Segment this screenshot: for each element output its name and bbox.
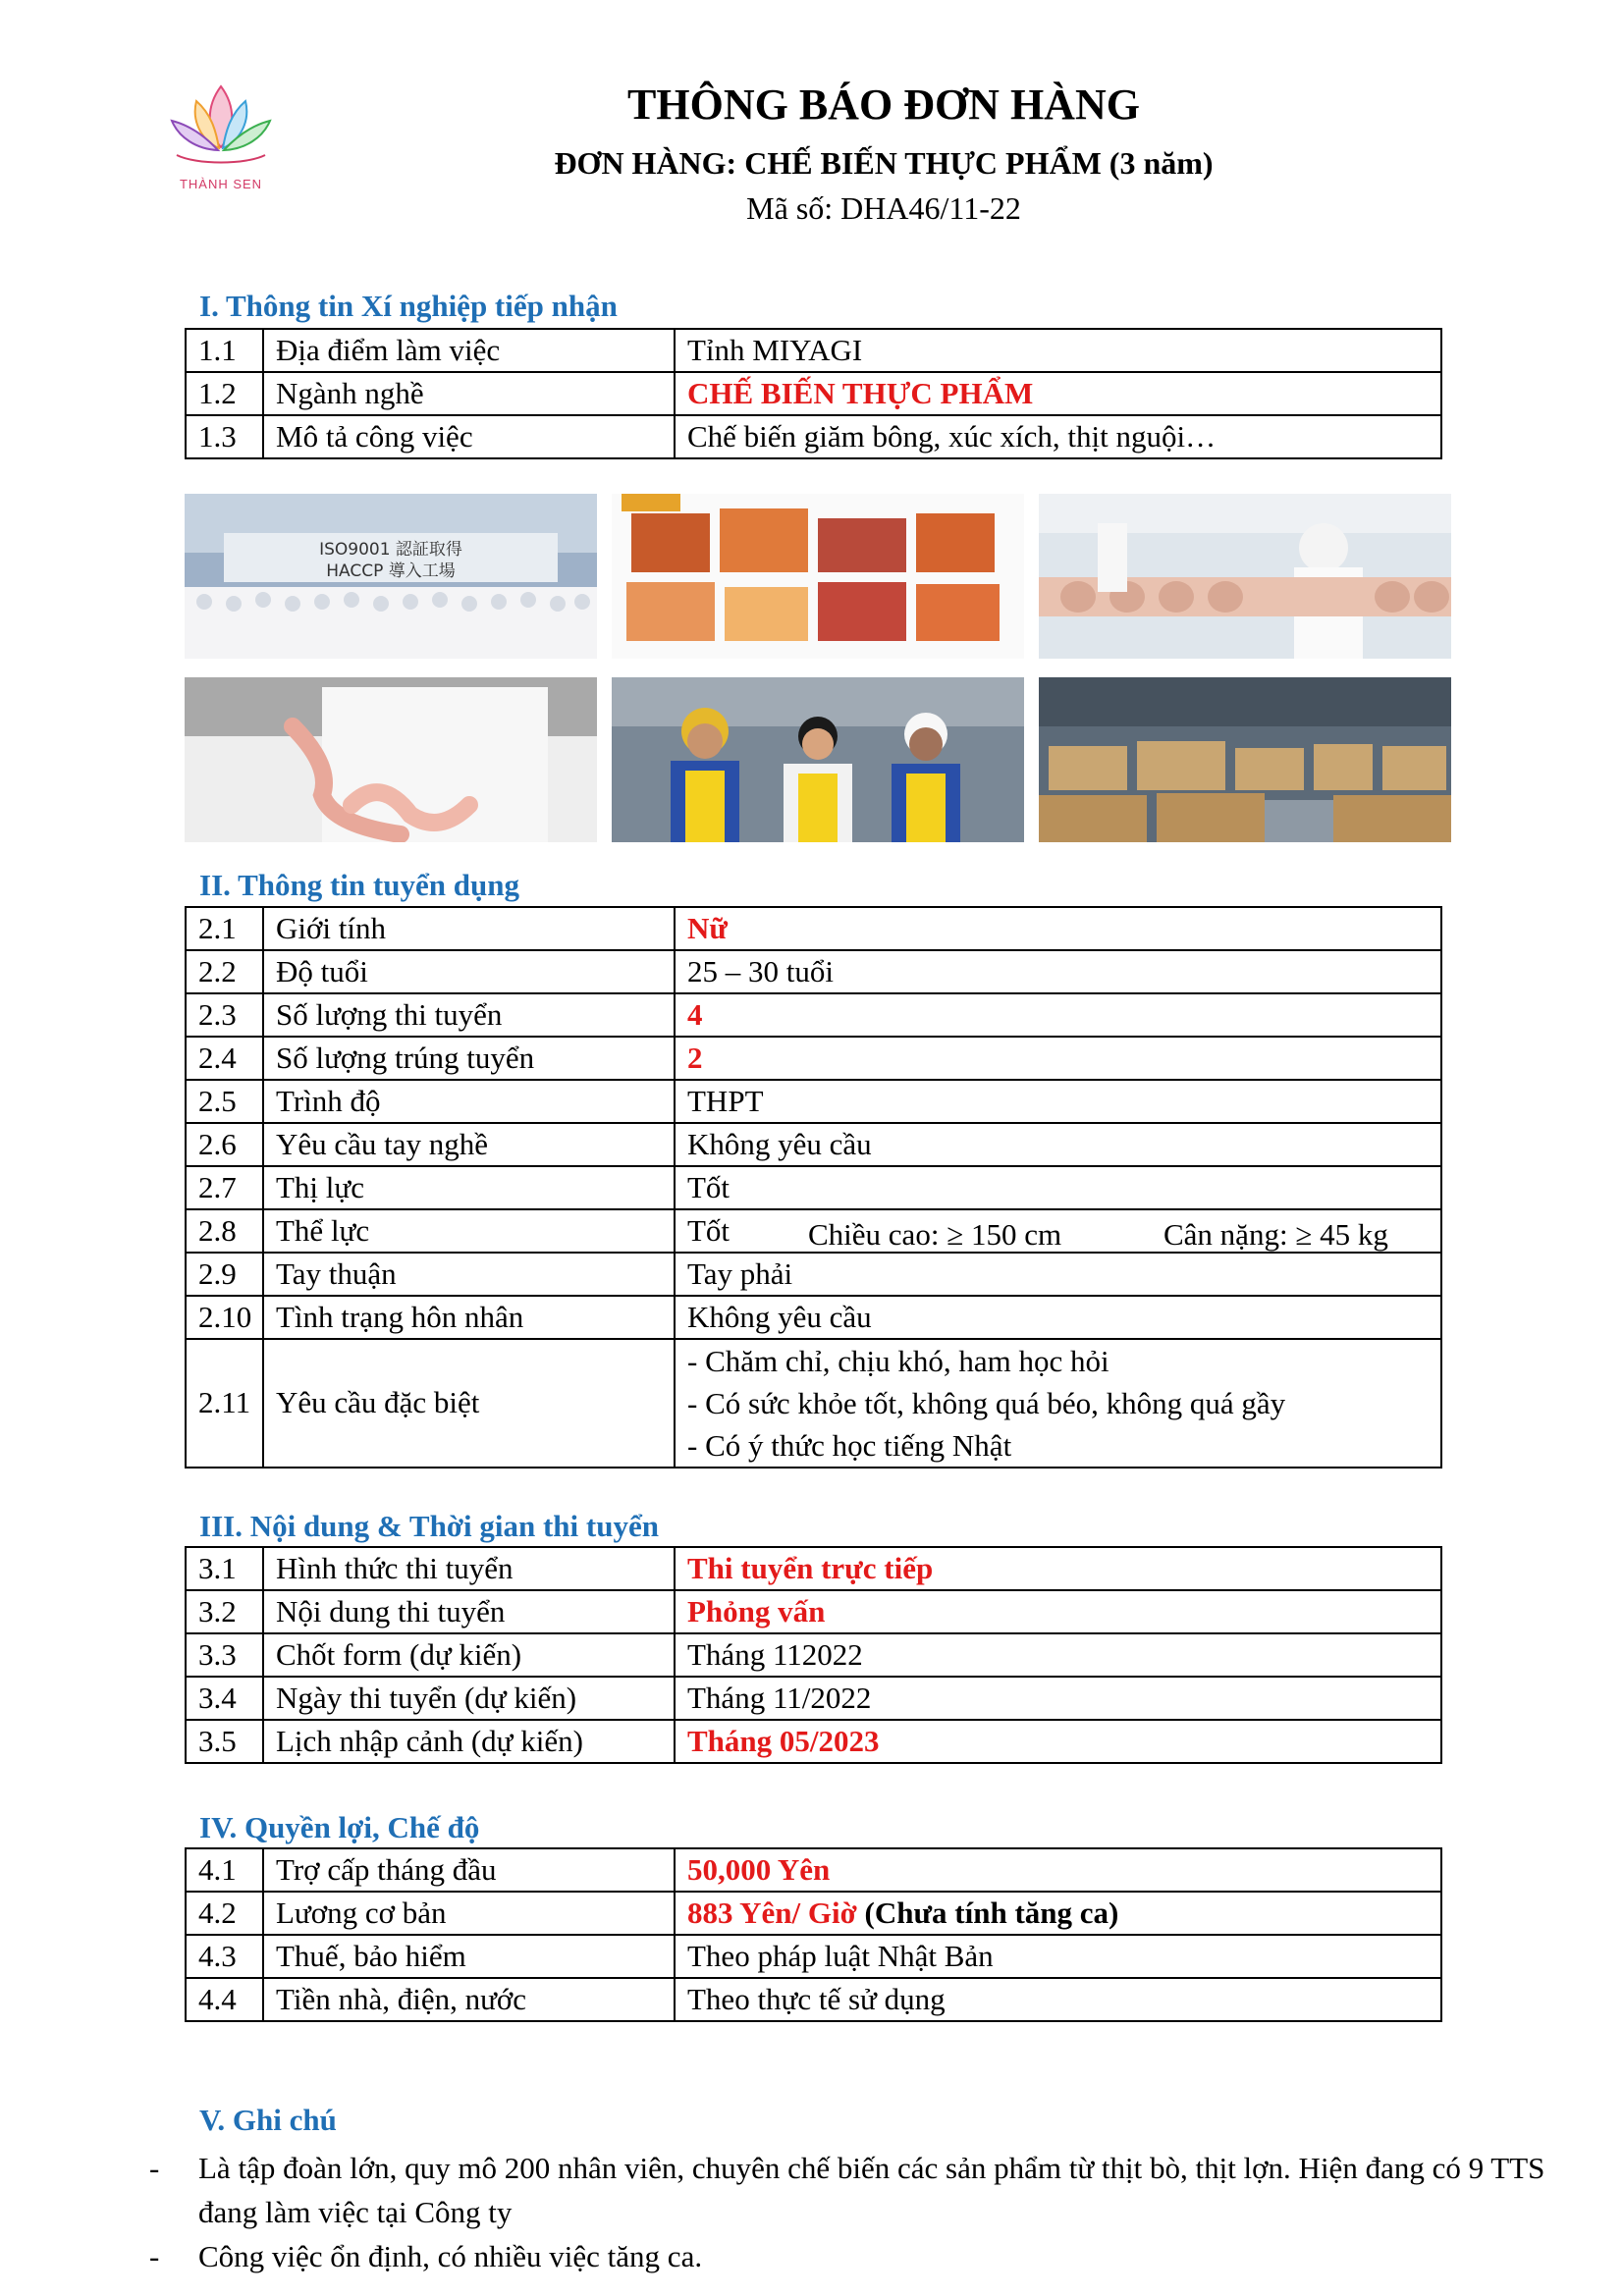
row-label: Địa điểm làm việc (263, 329, 675, 372)
row-value: 50,000 Yên (675, 1848, 1441, 1892)
requirement-line: - Có ý thức học tiếng Nhật (687, 1428, 1012, 1463)
row-value: Tốt (675, 1166, 1441, 1209)
factory-sign-line2: HACCP 導入工場 (326, 561, 456, 581)
table-row (186, 1209, 1441, 1253)
row-value: Theo thực tế sử dụng (675, 1978, 1441, 2021)
table-row (186, 1633, 1441, 1677)
list-item (137, 2234, 1551, 2278)
row-label: Chốt form (dự kiến) (263, 1633, 675, 1677)
section-1-title: I. Thông tin Xí nghiệp tiếp nhận (199, 289, 618, 323)
row-number: 3.3 (186, 1633, 263, 1677)
row-label: Số lượng thi tuyển (263, 993, 675, 1037)
table-row (186, 1080, 1441, 1123)
row-number: 2.11 (186, 1339, 263, 1468)
weight-requirement: Cân nặng: ≥ 45 kg (1163, 1217, 1388, 1252)
row-label: Tình trạng hôn nhân (263, 1296, 675, 1339)
row-value: Tháng 11/2022 (675, 1677, 1441, 1720)
table-row (186, 993, 1441, 1037)
photo-grid (185, 494, 1451, 842)
section-2-title: II. Thông tin tuyển dụng (199, 868, 519, 902)
row-value: 25 – 30 tuổi (675, 950, 1441, 993)
row-value: Không yêu cầu (675, 1296, 1441, 1339)
row-label: Số lượng trúng tuyển (263, 1037, 675, 1080)
row-label: Ngành nghề (263, 372, 675, 415)
bullet-dash: - (149, 2151, 160, 2185)
row-number: 2.2 (186, 950, 263, 993)
table-row (186, 1677, 1441, 1720)
row-number: 4.4 (186, 1978, 263, 2021)
row-label: Mô tả công việc (263, 415, 675, 458)
table-row (186, 1037, 1441, 1080)
salary-note: (Chưa tính tăng ca) (864, 1895, 1119, 1930)
table-row (186, 1848, 1441, 1892)
row-number: 3.2 (186, 1590, 263, 1633)
workers-photo (1039, 494, 1451, 659)
table-row (186, 1547, 1441, 1590)
row-number: 2.5 (186, 1080, 263, 1123)
row-value-salary (675, 1892, 1441, 1935)
row-label: Nội dung thi tuyển (263, 1590, 675, 1633)
requirement-line: - Có sức khỏe tốt, không quá béo, không quá gầy (687, 1386, 1286, 1420)
row-label: Trình độ (263, 1080, 675, 1123)
table-row (186, 1720, 1441, 1763)
row-value: Nữ (675, 907, 1441, 950)
row-label: Tiền nhà, điện, nước (263, 1978, 675, 2021)
row-label: Trợ cấp tháng đầu (263, 1848, 675, 1892)
row-number: 4.3 (186, 1935, 263, 1978)
row-label: Tay thuận (263, 1253, 675, 1296)
section-4-table (185, 1847, 1442, 2022)
row-value: 4 (675, 993, 1441, 1037)
notes-list (137, 2146, 1551, 2278)
row-number: 3.1 (186, 1547, 263, 1590)
row-label: Độ tuổi (263, 950, 675, 993)
table-row (186, 372, 1441, 415)
bullet-dash: - (149, 2239, 160, 2273)
section-2-table (185, 906, 1442, 1468)
logo-text: THÀNH SEN (179, 177, 263, 191)
row-label: Thuế, bảo hiểm (263, 1935, 675, 1978)
table-row (186, 329, 1441, 372)
factory-sign-line1: ISO9001 認証取得 (319, 540, 462, 560)
row-number: 2.10 (186, 1296, 263, 1339)
row-value: CHẾ BIẾN THỰC PHẨM (675, 372, 1441, 415)
row-label: Ngày thi tuyển (dự kiến) (263, 1677, 675, 1720)
special-requirements (675, 1339, 1441, 1468)
order-code: Mã số: DHA46/11-22 (746, 190, 1021, 226)
row-number: 1.2 (186, 372, 263, 415)
row-value: Chế biến giăm bông, xúc xích, thịt nguội… (675, 415, 1441, 458)
row-value-physique (675, 1209, 1441, 1253)
row-number: 2.4 (186, 1037, 263, 1080)
page-title: THÔNG BÁO ĐƠN HÀNG (627, 80, 1140, 129)
table-row (186, 1935, 1441, 1978)
row-label: Yêu cầu đặc biệt (263, 1339, 675, 1468)
row-number: 2.3 (186, 993, 263, 1037)
row-value: 2 (675, 1037, 1441, 1080)
row-number: 4.2 (186, 1892, 263, 1935)
row-number: 1.3 (186, 415, 263, 458)
salary-value: 883 Yên/ Giờ (687, 1895, 857, 1930)
row-number: 1.1 (186, 329, 263, 372)
row-label: Lương cơ bản (263, 1892, 675, 1935)
row-value: Thi tuyển trực tiếp (675, 1547, 1441, 1590)
note-text: Công việc ổn định, có nhiều việc tăng ca. (198, 2239, 703, 2273)
physique-value: Tốt (687, 1212, 730, 1248)
warehouse-photo (1039, 677, 1451, 842)
table-row (186, 1339, 1441, 1468)
row-value: Tỉnh MIYAGI (675, 329, 1441, 372)
section-3-table (185, 1546, 1442, 1764)
row-number: 2.8 (186, 1209, 263, 1253)
table-row (186, 1978, 1441, 2021)
row-value: Theo pháp luật Nhật Bản (675, 1935, 1441, 1978)
row-label: Giới tính (263, 907, 675, 950)
sausage-photo (185, 677, 597, 842)
row-number: 2.6 (186, 1123, 263, 1166)
section-5-title: V. Ghi chú (199, 2103, 337, 2137)
row-label: Yêu cầu tay nghề (263, 1123, 675, 1166)
row-value: Tháng 05/2023 (675, 1720, 1441, 1763)
row-value: Phỏng vấn (675, 1590, 1441, 1633)
row-label: Lịch nhập cảnh (dự kiến) (263, 1720, 675, 1763)
section-1-table (185, 328, 1442, 459)
table-row (186, 415, 1441, 458)
row-number: 3.4 (186, 1677, 263, 1720)
row-number: 2.7 (186, 1166, 263, 1209)
row-number: 2.9 (186, 1253, 263, 1296)
table-row (186, 1253, 1441, 1296)
row-label: Thị lực (263, 1166, 675, 1209)
list-item (137, 2146, 1551, 2234)
row-value: Tháng 112022 (675, 1633, 1441, 1677)
row-label: Thể lực (263, 1209, 675, 1253)
factory-photo (185, 494, 597, 659)
table-row (186, 907, 1441, 950)
table-row (186, 1590, 1441, 1633)
section-4-title: IV. Quyền lợi, Chế độ (199, 1810, 480, 1844)
table-row (186, 1296, 1441, 1339)
table-row (186, 950, 1441, 993)
section-3-title: III. Nội dung & Thời gian thi tuyển (199, 1509, 659, 1543)
row-label: Hình thức thi tuyển (263, 1547, 675, 1590)
row-number: 2.1 (186, 907, 263, 950)
height-requirement: Chiều cao: ≥ 150 cm (808, 1217, 1062, 1252)
row-value: THPT (675, 1080, 1441, 1123)
note-text: Là tập đoàn lớn, quy mô 200 nhân viên, chuyên chế biến các sản phẩm từ thịt bò, thịt lợn. Hiện đang có 9 TTS đang làm việc tại Công ty (198, 2151, 1545, 2229)
table-row (186, 1892, 1441, 1935)
staff-photo (612, 677, 1024, 842)
table-row (186, 1166, 1441, 1209)
row-number: 4.1 (186, 1848, 263, 1892)
row-number: 3.5 (186, 1720, 263, 1763)
row-value: Không yêu cầu (675, 1123, 1441, 1166)
products-photo (612, 494, 1024, 659)
order-subtitle: ĐƠN HÀNG: CHẾ BIẾN THỰC PHẨM (3 năm) (554, 145, 1214, 181)
table-row (186, 1123, 1441, 1166)
row-value: Tay phải (675, 1253, 1441, 1296)
requirement-line: - Chăm chỉ, chịu khó, ham học hỏi (687, 1344, 1109, 1378)
